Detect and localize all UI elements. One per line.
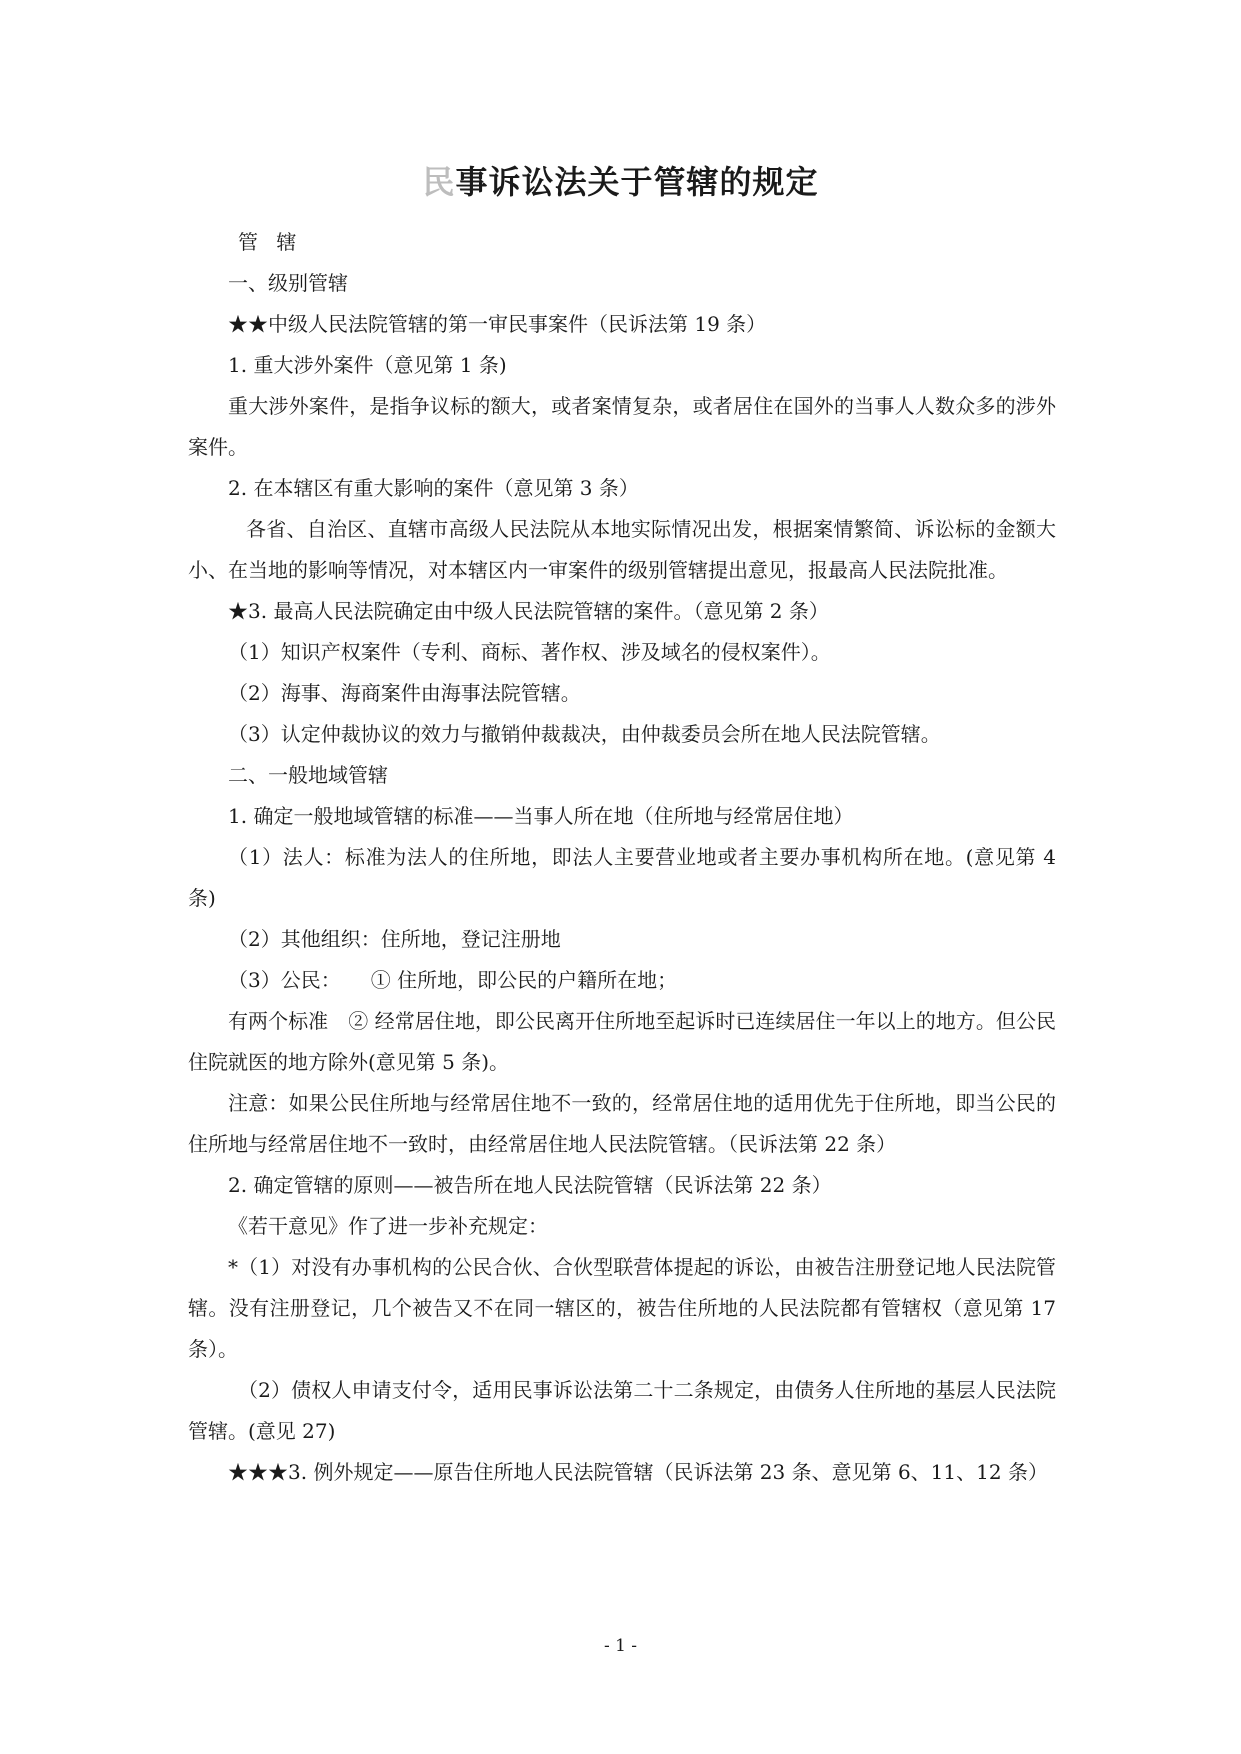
paragraph: （2）海事、海商案件由海事法院管辖。 (228, 681, 581, 705)
paragraph: ★★中级人民法院管辖的第一审民事案件（民诉法第 19 条） (228, 312, 767, 336)
document-body (188, 222, 1056, 1493)
paragraph: 管 辖 (238, 230, 303, 254)
paragraph: 注意：如果公民住所地与经常居住地不一致的，经常居住地的适用优先于住所地，即当公民的住所地与经常居住地不一致时，由经常居住地人民法院管辖。（民诉法第 22 条） (188, 1091, 1056, 1156)
paragraph: 1. 确定一般地域管辖的标准——当事人所在地（住所地与经常居住地） (228, 804, 854, 828)
paragraph: ★★★3. 例外规定——原告住所地人民法院管辖（民诉法第 23 条、意见第 6、11、12 条） (228, 1460, 1048, 1484)
paragraph: 二、一般地域管辖 (228, 763, 388, 787)
paragraph: 一、级别管辖 (228, 271, 348, 295)
paragraph: 2. 确定管辖的原则——被告所在地人民法院管辖（民诉法第 22 条） (228, 1173, 832, 1197)
paragraph: *（1）对没有办事机构的公民合伙、合伙型联营体提起的诉讼，由被告注册登记地人民法院管辖。没有注册登记，几个被告又不在同一辖区的，被告住所地的人民法院都有管辖权（意见第 17 条）。 (188, 1255, 1056, 1361)
paragraph: （1）知识产权案件（专利、商标、著作权、涉及域名的侵权案件）。 (228, 640, 831, 664)
paragraph: （3）公民： ① 住所地，即公民的户籍所在地； (228, 968, 678, 992)
paragraph: 《若干意见》作了进一步补充规定： (228, 1214, 548, 1238)
paragraph: （2）其他组织：住所地，登记注册地 (228, 927, 561, 951)
paragraph: 2. 在本辖区有重大影响的案件（意见第 3 条） (228, 476, 639, 500)
paragraph: 重大涉外案件，是指争议标的额大，或者案情复杂，或者居住在国外的当事人人数众多的涉外案件。 (188, 394, 1056, 459)
paragraph: 1. 重大涉外案件（意见第 1 条) (228, 353, 507, 377)
paragraph: （2）债权人申请支付令，适用民事诉讼法第二十二条规定，由债务人住所地的基层人民法院管辖。(意见 27) (188, 1378, 1056, 1443)
paragraph: ★3. 最高人民法院确定由中级人民法院管辖的案件。（意见第 2 条） (228, 599, 829, 623)
document-title (0, 158, 1241, 206)
page-number: - 1 - (603, 1636, 638, 1656)
title-text: 事诉讼法关于管辖的规定 (455, 163, 819, 201)
paragraph: （3）认定仲裁协议的效力与撤销仲裁裁决，由仲裁委员会所在地人民法院管辖。 (228, 722, 941, 746)
title-first-char: 民 (422, 163, 456, 201)
paragraph: 有两个标准 ② 经常居住地，即公民离开住所地至起诉时已连续居住一年以上的地方。但公民住院就医的地方除外(意见第 5 条)。 (188, 1009, 1056, 1074)
paragraph: （1）法人：标准为法人的住所地，即法人主要营业地或者主要办事机构所在地。(意见第 4 条) (188, 845, 1056, 910)
paragraph: 各省、自治区、直辖市高级人民法院从本地实际情况出发，根据案情繁简、诉讼标的金额大小、在当地的影响等情况，对本辖区内一审案件的级别管辖提出意见，报最高人民法院批准。 (188, 517, 1056, 582)
